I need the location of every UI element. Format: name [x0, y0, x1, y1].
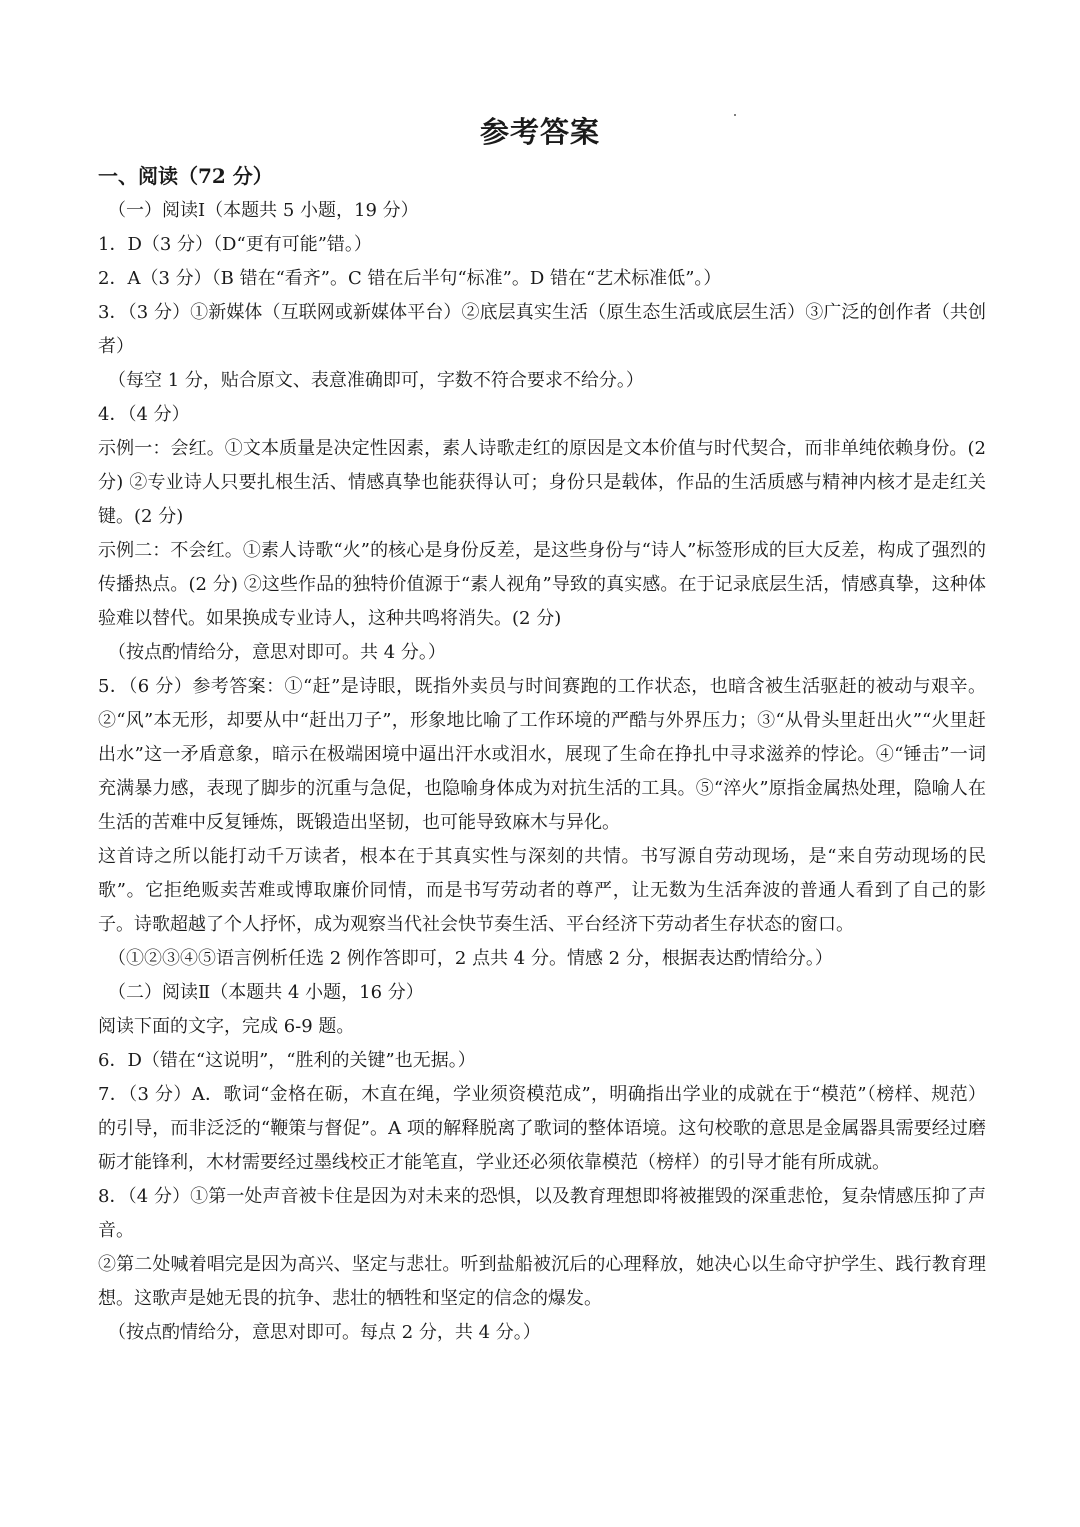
- reading-2-instruction: 阅读下面的文字，完成 6-9 题。: [98, 1016, 355, 1037]
- answer-content: [98, 158, 986, 1350]
- answer-q4-header: 4．（4 分）: [98, 404, 190, 425]
- subsection-reading-2: （二）阅读Ⅱ（本题共 4 小题，16 分）: [108, 982, 424, 1003]
- answer-q8-point-1: 8．（4 分）①第一处声音被卡住是因为对未来的恐惧，以及教育理想即将被摧毁的深重悲怆，复杂情感压抑了声音。: [98, 1186, 986, 1241]
- answer-q5-analysis: 5．（6 分）参考答案：①“赶”是诗眼，既指外卖员与时间赛跑的工作状态，也暗含被生活驱赶的被动与艰辛。②“风”本无形，却要从中“赶出刀子”，形象地比喻了工作环境的严酷与外界压力；③“从骨头里赶出火”“火里赶出水”这一矛盾意象，暗示在极端困境中逼出汗水或泪水，展现了生命在挣扎中寻求滋养的悖论。④“锤击”一词充满暴力感，表现了脚步的沉重与急促，也隐喻身体成为对抗生活的工具。⑤“淬火”原指金属热处理，隐喻人在生活的苦难中反复锤炼，既锻造出坚韧，也可能导致麻木与异化。: [98, 676, 986, 833]
- answer-q4-example-2: 示例二：不会红。①素人诗歌“火”的核心是身份反差，是这些身份与“诗人”标签形成的巨大反差，构成了强烈的传播热点。(2 分) ②这些作品的独特价值源于“素人视角”导致的真实感。在于记录底层生活，情感真挚，这种体验难以替代。如果换成专业诗人，这种共鸣将消失。(2 分): [98, 540, 986, 629]
- answer-q6: 6．D（错在“这说明”，“胜利的关键”也无据。）: [98, 1050, 476, 1071]
- answer-q8-point-2: ②第二处喊着唱完是因为高兴、坚定与悲壮。听到盐船被沉后的心理释放，她决心以生命守护学生、践行教育理想。这歌声是她无畏的抗争、悲壮的牺牲和坚定的信念的爆发。: [98, 1254, 986, 1309]
- page-title: 参考答案: [479, 115, 600, 149]
- answer-q4-example-1: 示例一：会红。①文本质量是决定性因素，素人诗歌走红的原因是文本价值与时代契合，而非单纯依赖身份。(2 分) ②专业诗人只要扎根生活、情感真挚也能获得认可；身份只是载体，作品的生活质感与精神内核才是走红关键。(2 分): [98, 438, 986, 527]
- scoring-note-q5: （①②③④⑤语言例析任选 2 例作答即可，2 点共 4 分。情感 2 分，根据表达酌情给分。）: [108, 948, 833, 969]
- answer-q1: 1．D（3 分）（D“更有可能”错。）: [98, 234, 372, 255]
- scoring-note-q4: （按点酌情给分，意思对即可。共 4 分。）: [108, 642, 446, 663]
- answer-q5-emotion: 这首诗之所以能打动千万读者，根本在于其真实性与深刻的共情。书写源自劳动现场，是“来自劳动现场的民歌”。它拒绝贩卖苦难或博取廉价同情，而是书写劳动者的尊严，让无数为生活奔波的普通人看到了自己的影子。诗歌超越了个人抒怀，成为观察当代社会快节奏生活、平台经济下劳动者生存状态的窗口。: [98, 846, 986, 935]
- subsection-reading-1: （一）阅读Ⅰ（本题共 5 小题，19 分）: [108, 200, 419, 221]
- answer-q2: 2．A（3 分）（B 错在“看齐”。C 错在后半句“标准”。D 错在“艺术标准低”。）: [98, 268, 722, 289]
- scoring-note-q8: （按点酌情给分，意思对即可。每点 2 分，共 4 分。）: [108, 1322, 541, 1343]
- answer-q7: 7．（3 分）A．歌词“金格在砺，木直在绳，学业须资模范成”，明确指出学业的成就在于“模范”（榜样、规范）的引导，而非泛泛的“鞭策与督促”。A 项的解释脱离了歌词的整体语境。这句校歌的意思是金属器具需要经过磨砺才能锋利，木材需要经过墨线校正才能笔直，学业还必须依靠模范（榜样）的引导才能有所成就。: [98, 1084, 986, 1173]
- scoring-note-q3: （每空 1 分，贴合原文、表意准确即可，字数不符合要求不给分。）: [108, 370, 644, 391]
- section-heading-reading: 一、阅读（72 分）: [98, 164, 273, 188]
- answer-q3: 3．（3 分）①新媒体（互联网或新媒体平台）②底层真实生活（原生态生活或底层生活）③广泛的创作者（共创者）: [98, 302, 986, 357]
